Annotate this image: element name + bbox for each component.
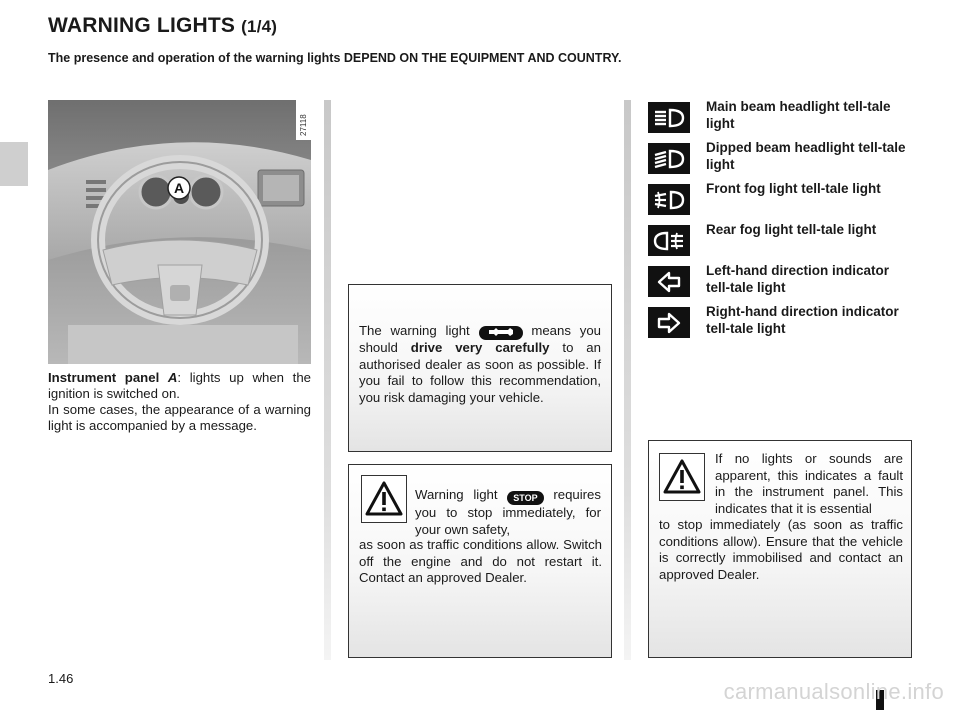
service-note-rest: to an authorised dealer as soon as possible. If you fail to follow this recommendation, you risk damaging your vehicle. xyxy=(359,340,601,405)
callout-a-label: A xyxy=(173,180,185,196)
title-text: WARNING LIGHTS xyxy=(48,14,236,37)
telltale-label: Front fog light tell-tale light xyxy=(706,181,881,196)
page-subtitle: The presence and operation of the warning lights DEPEND ON THE EQUIPMENT AND COUNTRY. xyxy=(48,51,622,65)
fault-note-first-lines: If no lights or sounds are apparent, this indicates a fault in the instrument panel. This indicates that it is essential xyxy=(715,451,903,516)
list-item xyxy=(648,178,914,219)
list-item xyxy=(648,260,914,301)
telltale-label: Rear fog light tell-tale light xyxy=(706,222,877,237)
left-arrow-icon xyxy=(648,266,690,297)
page-title xyxy=(48,14,277,38)
stop-note-after-pill: requires you to stop immediately, for your own safety, xyxy=(415,487,601,537)
instrument-panel-label: Instrument panel xyxy=(48,370,160,385)
title-part: (1/4) xyxy=(241,17,278,36)
stop-warning-note xyxy=(348,464,612,658)
rear-fog-icon xyxy=(648,225,690,256)
wrench-icon xyxy=(479,326,523,340)
list-item xyxy=(648,219,914,260)
fault-warning-note xyxy=(648,440,912,658)
front-fog-icon xyxy=(648,184,690,215)
column-divider-left xyxy=(324,100,331,660)
instrument-panel-line1: : lights up when the ignition is switched on. xyxy=(48,370,311,401)
telltale-label: Left-hand direction indicator tell-tale light xyxy=(706,263,890,295)
stop-note-rest: as soon as traffic conditions allow. Switch off the engine and do not restart it. Contact an approved Dealer. xyxy=(359,537,602,585)
right-arrow-icon xyxy=(648,307,690,338)
stop-icon: STOP xyxy=(507,491,543,505)
instrument-panel-letter: A xyxy=(167,370,178,385)
service-note-emphasis: drive very carefully xyxy=(410,340,550,355)
warning-triangle-icon xyxy=(361,475,407,523)
list-item xyxy=(648,137,914,178)
steering-wheel-drawing xyxy=(48,100,311,364)
list-item xyxy=(648,96,914,137)
list-item xyxy=(648,301,914,342)
dipped-beam-icon xyxy=(648,143,690,174)
stop-note-before-pill: Warning light xyxy=(415,487,498,502)
service-note-after-icon: means you should xyxy=(359,323,601,355)
telltale-label: Right-hand direction indicator tell-tale light xyxy=(706,304,899,336)
warning-triangle-icon xyxy=(659,453,705,501)
service-note-before-icon: The warning light xyxy=(359,323,470,338)
figure-ref-number: 27118 xyxy=(299,114,308,136)
fault-note-rest: to stop immediately (as soon as traffic conditions allow). Ensure that the vehicle is correctly immobilised and contact an approved Dealer. xyxy=(659,517,903,582)
telltale-list xyxy=(648,96,914,342)
telltale-label: Main beam headlight tell-tale light xyxy=(706,99,891,131)
telltale-label: Dipped beam headlight tell-tale light xyxy=(706,140,906,172)
main-beam-icon xyxy=(648,102,690,133)
instrument-panel-text xyxy=(48,370,311,434)
service-warning-note xyxy=(348,284,612,452)
dashboard-illustration xyxy=(48,100,311,364)
stop-note-first-lines xyxy=(415,487,601,538)
chapter-tab xyxy=(0,142,28,186)
page-number: 1.46 xyxy=(48,671,74,686)
watermark: carmanualsonline.info xyxy=(723,679,944,704)
instrument-panel-line2: In some cases, the appearance of a warning light is accompanied by a message. xyxy=(48,402,311,433)
column-divider-right xyxy=(624,100,631,660)
